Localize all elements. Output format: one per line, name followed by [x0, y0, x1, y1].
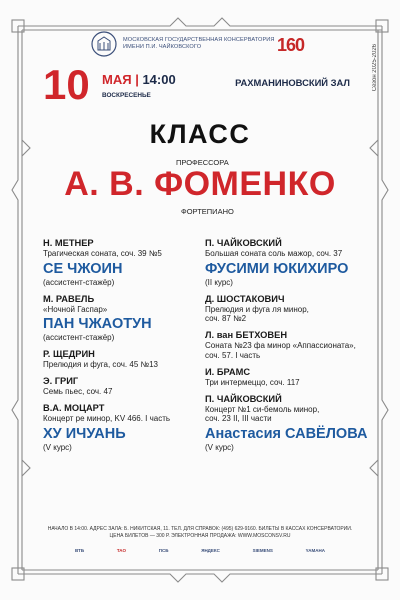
sponsor-logo: ЯНДЕКС	[201, 548, 220, 553]
sponsor-logo: TAO	[116, 548, 126, 553]
separator: |	[135, 72, 139, 87]
performer-note: (V курс)	[205, 443, 234, 453]
professor-label: ПРОФЕССОРА	[176, 158, 229, 167]
composer: В.А. МОЦАРТ	[43, 402, 105, 413]
footer-info	[0, 526, 400, 540]
performer: ПАН ЧЖАОТУН	[43, 316, 152, 333]
header	[90, 30, 315, 60]
work: Соната №23 фа минор «Аппассионата»,	[205, 341, 356, 351]
season-label: Сезон 2025-2026	[372, 44, 378, 92]
composer: И. БРАМС	[205, 366, 251, 377]
work: соч. 23 II, III части	[205, 414, 272, 424]
program-right	[205, 238, 375, 453]
conservatory-line-2: ИМЕНИ П.И. ЧАЙКОВСКОГО	[123, 44, 202, 50]
composer: Д. ШОСТАКОВИЧ	[205, 293, 285, 304]
event-weekday: ВОСКРЕСЕНЬЕ	[102, 92, 151, 99]
footer-line-2: ЦЕНА БИЛЕТОВ — 300 Р. ЭЛЕКТРОННАЯ ПРОДАЖА: WWW.MOSCONSV.RU	[109, 533, 291, 539]
footer-line-1: НАЧАЛО В 14:00. АДРЕС ЗАЛА: Б. НИКИТСКАЯ, 11. ТЕЛ. ДЛЯ СПРАВОК: (495) 629-9160. БИЛЕТЫ В КАССАХ КОНСЕРВАТОРИИ.	[47, 526, 353, 532]
work: Трагическая соната, соч. 39 №5	[43, 249, 162, 258]
work: соч. 57. I часть	[205, 350, 261, 360]
composer: П. ЧАЙКОВСКИЙ	[205, 238, 282, 248]
conservatory-name	[123, 37, 275, 51]
work: Три интермеццо, соч. 117	[205, 377, 300, 387]
sponsor-logo: ВТБ	[75, 548, 85, 553]
performer-note: (V курс)	[43, 442, 72, 452]
sponsor-logo: SIEMENS	[252, 548, 273, 553]
work: Прелюдия и фуга ля минор,	[205, 304, 309, 314]
anniversary-logo	[275, 32, 315, 58]
sponsor-logo: ПСБ	[158, 548, 169, 553]
work: соч. 87 №2	[205, 314, 247, 324]
month-time	[102, 72, 176, 87]
performer: Анастасия САВЁЛОВА	[205, 426, 368, 443]
conservatory-crest-icon	[90, 30, 118, 58]
sponsor-logo: YAMAHA	[305, 548, 325, 553]
composer: Н. МЕТНЕР	[43, 238, 94, 248]
anniversary-number: 160	[277, 35, 305, 55]
performer: ХУ ИЧУАНЬ	[43, 425, 126, 442]
event-month: МАЯ	[102, 72, 132, 87]
work: Концерт ре минор, KV 466. I часть	[43, 413, 171, 423]
event-venue: РАХМАНИНОВСКИЙ ЗАЛ	[235, 77, 350, 88]
performer-note: (ассистент-стажёр)	[43, 277, 115, 287]
instrument-label: ФОРТЕПИАНО	[181, 207, 234, 216]
composer: П. ЧАЙКОВСКИЙ	[205, 393, 282, 404]
work: «Ночной Гаспар»	[43, 304, 108, 314]
composer: Э. ГРИГ	[43, 375, 79, 386]
event-day: 10	[43, 61, 90, 108]
performer: ФУСИМИ ЮКИХИРО	[205, 260, 349, 277]
event-time: 14:00	[142, 72, 176, 87]
composer: М. РАВЕЛЬ	[43, 293, 95, 304]
performer: СЕ ЧЖОИН	[43, 260, 123, 277]
work: Большая соната соль мажор, соч. 37	[205, 249, 343, 258]
class-heading: КЛАСС	[149, 119, 251, 149]
composer: Л. ван БЕТХОВЕН	[205, 330, 288, 341]
performer-note: (ассистент-стажёр)	[43, 333, 115, 343]
program-left	[43, 238, 193, 452]
work: Концерт №1 си-бемоль минор,	[205, 404, 320, 414]
teacher-name: А. В. ФОМЕНКО	[64, 165, 336, 203]
conservatory-line-1: МОСКОВСКАЯ ГОСУДАРСТВЕННАЯ КОНСЕРВАТОРИЯ	[123, 37, 275, 43]
composer: Р. ЩЕДРИН	[43, 349, 95, 360]
performer-note: (II курс)	[205, 277, 233, 287]
work: Семь пьес, соч. 47	[43, 386, 113, 396]
sponsor-logos	[75, 548, 325, 553]
work: Прелюдия и фуга, соч. 45 №13	[43, 360, 158, 370]
